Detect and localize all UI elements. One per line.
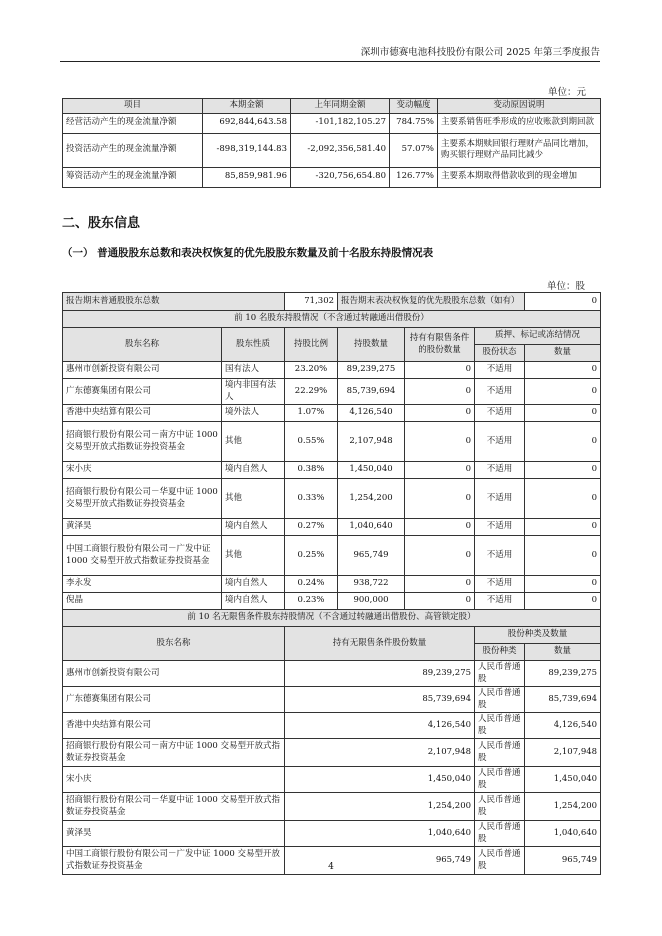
- col-restricted: 持有有限售条件的股份数量: [405, 328, 475, 362]
- pref-label: 报告期末表决权恢复的优先股股东总数（如有）: [338, 293, 525, 311]
- cell: 不适用: [475, 576, 525, 593]
- shareholders-unit: 单位：股: [547, 281, 586, 292]
- total-row: [63, 293, 601, 311]
- cell: 89,239,275: [285, 661, 475, 687]
- cell: 其他: [222, 479, 285, 519]
- cell: 招商银行股份有限公司－华夏中证 1000 交易型开放式指数证券投资基金: [63, 479, 222, 519]
- pref-value: 0: [525, 293, 601, 311]
- cell: 1.07%: [285, 405, 338, 422]
- cell: 0: [525, 479, 601, 519]
- cell: 0.55%: [285, 422, 338, 462]
- cell: 0: [525, 462, 601, 479]
- cell: 经营活动产生的现金流量净额: [63, 113, 203, 133]
- table-row: [63, 687, 601, 713]
- col-status: 股份状态: [475, 345, 525, 362]
- cell: 0: [405, 479, 475, 519]
- cell: 境内自然人: [222, 462, 285, 479]
- table-row: [63, 519, 601, 536]
- table-row: [63, 133, 601, 167]
- cell: 中国工商银行股份有限公司－广发中证 1000 交易型开放式指数证券投资基金: [63, 847, 285, 875]
- cell: 主要系本期取得借款收到的现金增加: [438, 167, 601, 187]
- cell: 0: [525, 422, 601, 462]
- cell: 人民币普通股: [475, 847, 525, 875]
- cell: 境内自然人: [222, 576, 285, 593]
- unrestricted-title: 前 10 名无限售条件股东持股情况（不含通过转融通出借股份、高管锁定股）: [63, 610, 601, 627]
- cell: -898,319,144.83: [203, 133, 291, 167]
- cell: 0: [405, 462, 475, 479]
- cell: 不适用: [475, 362, 525, 379]
- table-row: [63, 379, 601, 405]
- cell: 89,239,275: [525, 661, 601, 687]
- cell: -320,756,654.80: [291, 167, 390, 187]
- total-value: 71,302: [285, 293, 338, 311]
- cell: 85,739,694: [525, 687, 601, 713]
- cell: 0: [405, 593, 475, 610]
- u-col-count: 数量: [525, 644, 601, 661]
- cell: 57.07%: [390, 133, 438, 167]
- cell: 境外法人: [222, 405, 285, 422]
- cell: 965,749: [338, 536, 405, 576]
- cell: 1,254,200: [285, 793, 475, 821]
- cell: 965,749: [285, 847, 475, 875]
- cell: 0: [405, 362, 475, 379]
- u-col-qty: 持有无限售条件股份数量: [285, 627, 475, 661]
- cell: 不适用: [475, 536, 525, 576]
- cell: 主要系销售旺季形成的应收账款到期回款: [438, 113, 601, 133]
- cell: 85,739,694: [338, 379, 405, 405]
- cell: 不适用: [475, 593, 525, 610]
- cell: 0.38%: [285, 462, 338, 479]
- table-row: [63, 576, 601, 593]
- cell: 0: [405, 519, 475, 536]
- cell: 2,107,948: [338, 422, 405, 462]
- cell: 黄泽昊: [63, 821, 285, 847]
- cell: 其他: [222, 422, 285, 462]
- table-row: [63, 713, 601, 739]
- cell: 宋小庆: [63, 462, 222, 479]
- cell: 黄泽昊: [63, 519, 222, 536]
- cell: 香港中央结算有限公司: [63, 713, 285, 739]
- cell: 招商银行股份有限公司－华夏中证 1000 交易型开放式指数证券投资基金: [63, 793, 285, 821]
- cell: 其他: [222, 536, 285, 576]
- cell: 0.23%: [285, 593, 338, 610]
- cell: 人民币普通股: [475, 661, 525, 687]
- cashflow-header: 项目: [63, 99, 203, 114]
- cell: 2,107,948: [525, 739, 601, 767]
- cell: 0.33%: [285, 479, 338, 519]
- cell: 国有法人: [222, 362, 285, 379]
- cell: 0: [525, 593, 601, 610]
- cell: 不适用: [475, 405, 525, 422]
- cell: 85,739,694: [285, 687, 475, 713]
- cell: 1,040,640: [525, 821, 601, 847]
- cell: 不适用: [475, 519, 525, 536]
- u-col-kind-group: 股份种类及数量: [475, 627, 601, 644]
- cell: 境内非国有法人: [222, 379, 285, 405]
- cell: 招商银行股份有限公司－南方中证 1000 交易型开放式指数证券投资基金: [63, 739, 285, 767]
- cell: 900,000: [338, 593, 405, 610]
- cashflow-header: 上年同期金额: [291, 99, 390, 114]
- col-qty: 持股数量: [338, 328, 405, 362]
- cell: 不适用: [475, 379, 525, 405]
- cell: 广东德赛集团有限公司: [63, 379, 222, 405]
- cell: 惠州市创新投资有限公司: [63, 661, 285, 687]
- cell: 0: [405, 422, 475, 462]
- col-pledge: 质押、标记或冻结情况: [475, 328, 601, 345]
- table-row: [63, 462, 601, 479]
- cell: 香港中央结算有限公司: [63, 405, 222, 422]
- cell: 0: [405, 379, 475, 405]
- table-row: [63, 793, 601, 821]
- table-row: [63, 739, 601, 767]
- cell: 人民币普通股: [475, 821, 525, 847]
- col-name: 股东名称: [63, 328, 222, 362]
- cell: 22.29%: [285, 379, 338, 405]
- cell: 人民币普通股: [475, 713, 525, 739]
- cell: 1,040,640: [285, 821, 475, 847]
- cell: -2,092,356,581.40: [291, 133, 390, 167]
- cell: 境内自然人: [222, 593, 285, 610]
- cell: 2,107,948: [285, 739, 475, 767]
- cell: 692,844,643.58: [203, 113, 291, 133]
- cell: 0: [405, 576, 475, 593]
- table-row: [63, 821, 601, 847]
- col-ratio: 持股比例: [285, 328, 338, 362]
- cell: 0.27%: [285, 519, 338, 536]
- cell: 不适用: [475, 479, 525, 519]
- cell: 倪晶: [63, 593, 222, 610]
- cell: 0: [405, 405, 475, 422]
- cell: 人民币普通股: [475, 767, 525, 793]
- cell: 784.75%: [390, 113, 438, 133]
- cell: 0: [525, 519, 601, 536]
- cell: 人民币普通股: [475, 793, 525, 821]
- cell: 宋小庆: [63, 767, 285, 793]
- cell: 广东德赛集团有限公司: [63, 687, 285, 713]
- cell: 1,254,200: [525, 793, 601, 821]
- cell: 中国工商银行股份有限公司－广发中证 1000 交易型开放式指数证券投资基金: [63, 536, 222, 576]
- u-col-kind: 股份种类: [475, 644, 525, 661]
- cell: 人民币普通股: [475, 687, 525, 713]
- cell: 1,040,640: [338, 519, 405, 536]
- cell: 1,450,040: [338, 462, 405, 479]
- cell: 0: [405, 536, 475, 576]
- cell: 0.25%: [285, 536, 338, 576]
- cell: 85,859,981.96: [203, 167, 291, 187]
- table-row: [63, 479, 601, 519]
- total-label: 报告期末普通股股东总数: [63, 293, 285, 311]
- table-row: [63, 113, 601, 133]
- cell: 主要系本期赎回银行理财产品同比增加，购买银行理财产品同比减少: [438, 133, 601, 167]
- page-header: 深圳市德赛电池科技股份有限公司 2025 年第三季度报告: [60, 44, 600, 62]
- cashflow-table: [62, 98, 601, 188]
- col-nature: 股东性质: [222, 328, 285, 362]
- cell: 1,450,040: [525, 767, 601, 793]
- shareholders-table: [62, 292, 601, 875]
- cell: 965,749: [525, 847, 601, 875]
- section-title: 二、股东信息: [62, 216, 141, 231]
- cell: 4,126,540: [285, 713, 475, 739]
- cashflow-header: 本期金额: [203, 99, 291, 114]
- table-row: [63, 405, 601, 422]
- cell: 0: [525, 405, 601, 422]
- table-row: [63, 661, 601, 687]
- table-row: [63, 167, 601, 187]
- col-count: 数量: [525, 345, 601, 362]
- cashflow-header: 变动幅度: [390, 99, 438, 114]
- cell: 4,126,540: [338, 405, 405, 422]
- cell: 23.20%: [285, 362, 338, 379]
- cell: 1,254,200: [338, 479, 405, 519]
- cell: 1,450,040: [285, 767, 475, 793]
- table-row: [63, 767, 601, 793]
- cell: 0: [525, 379, 601, 405]
- cell: 0.24%: [285, 576, 338, 593]
- cell: 不适用: [475, 462, 525, 479]
- cell: 境内自然人: [222, 519, 285, 536]
- cell: 惠州市创新投资有限公司: [63, 362, 222, 379]
- cashflow-header: 变动原因说明: [438, 99, 601, 114]
- table-row: [63, 536, 601, 576]
- page-number: 4: [328, 862, 334, 872]
- cell: 4,126,540: [525, 713, 601, 739]
- cell: 李永发: [63, 576, 222, 593]
- cell: 0: [525, 536, 601, 576]
- subsection-title: （一） 普通股股东总数和表决权恢复的优先股股东数量及前十名股东持股情况表: [62, 247, 434, 259]
- cell: 0: [525, 576, 601, 593]
- top10-title: 前 10 名股东持股情况（不含通过转融通出借股份）: [63, 311, 601, 328]
- cell: 89,239,275: [338, 362, 405, 379]
- cell: 投资活动产生的现金流量净额: [63, 133, 203, 167]
- cell: 筹资活动产生的现金流量净额: [63, 167, 203, 187]
- cell: 126.77%: [390, 167, 438, 187]
- table-row: [63, 422, 601, 462]
- cell: -101,182,105.27: [291, 113, 390, 133]
- u-col-name: 股东名称: [63, 627, 285, 661]
- cell: 人民币普通股: [475, 739, 525, 767]
- cell: 0: [525, 362, 601, 379]
- cell: 不适用: [475, 422, 525, 462]
- cell: 938,722: [338, 576, 405, 593]
- table-row: [63, 362, 601, 379]
- table-row: [63, 593, 601, 610]
- cashflow-unit: 单位：元: [548, 87, 587, 98]
- cell: 招商银行股份有限公司－南方中证 1000 交易型开放式指数证券投资基金: [63, 422, 222, 462]
